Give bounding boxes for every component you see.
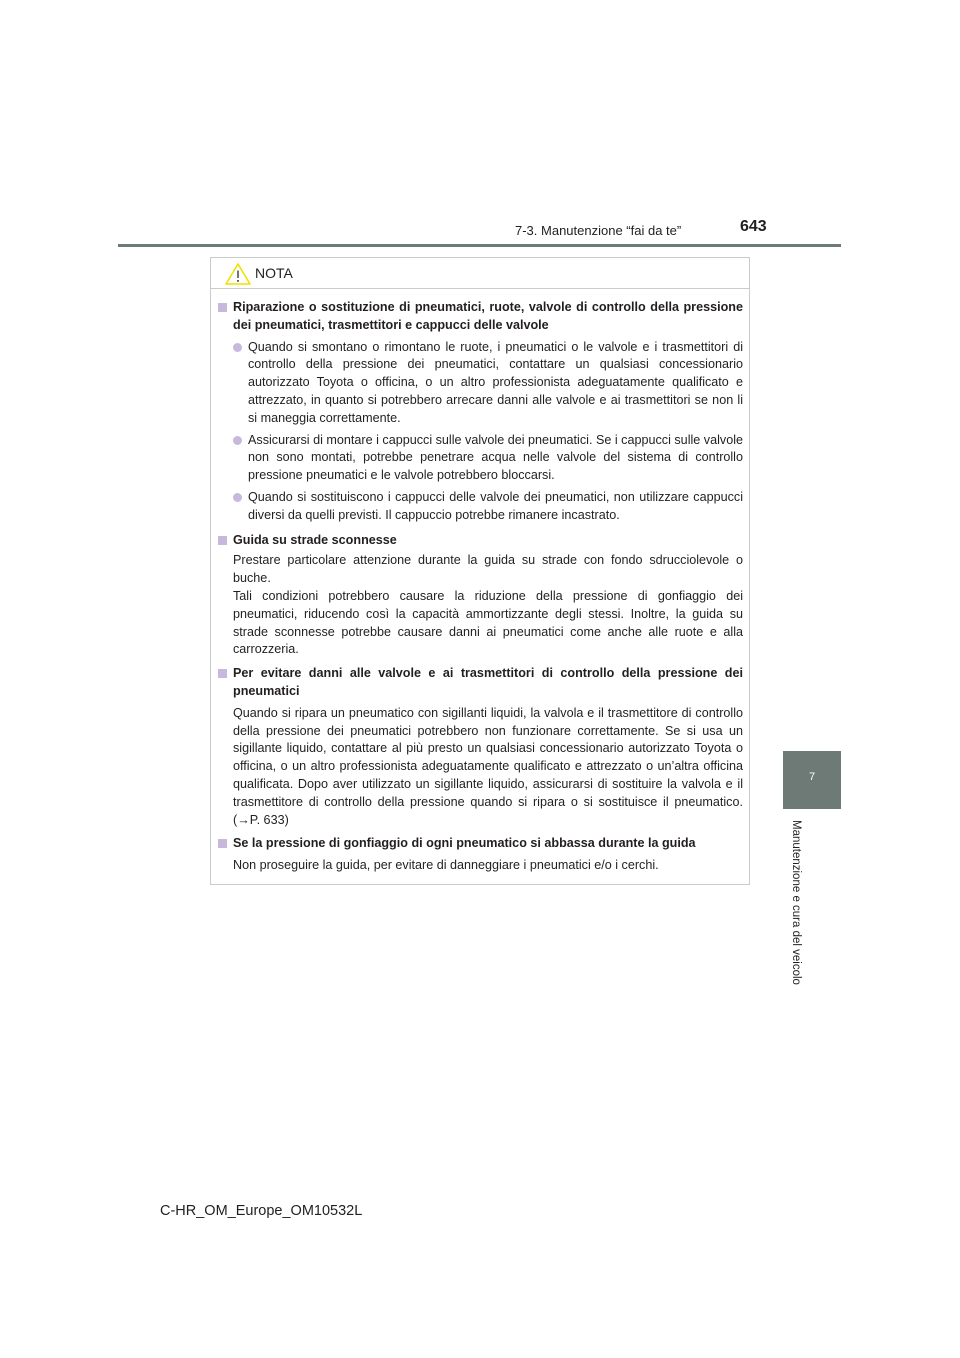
paragraph: Prestare particolare attenzione durante la guida su strade con fondo sdrucciolevole o buche. (233, 553, 743, 586)
paragraph: Tali condizioni potrebbero causare la riduzione della pressione di gonfiaggio dei pneumatici, riducendo così la capacità ammortizzante degli stessi. Inoltre, la guida su strade sconnesse potrebbe causare danni ai pneumatici come anche alle ruote e alla carrozzeria. (233, 588, 743, 657)
list-item-text: Quando si smontano o rimontano le ruote, i pneumatici o le valvole e i trasmettitori di controllo della pressione dei pneumatici, contattare un qualsiasi concessionario autorizzato Toyota o officina, o un altro professionista adeguatamente qualificato e attrezzato, in quanto si potrebbero arrecare danni alle valvole e ai trasmettitori se non li si maneggia correttamente. (248, 339, 743, 425)
note-box (210, 257, 750, 885)
square-bullet-icon (218, 669, 227, 678)
square-bullet-icon (218, 536, 227, 545)
section-title-row (217, 835, 743, 853)
list-item (217, 432, 743, 485)
list-item (217, 339, 743, 428)
list-item-text: Assicurarsi di montare i cappucci sulle valvole dei pneumatici. Se i cappucci sulle valvole non sono montati, potrebbe penetrare acqua nelle valvole del sistema di controllo pressione pneumatici e le valvole potrebbero bloccarsi. (248, 432, 743, 483)
square-bullet-icon (218, 839, 227, 848)
circle-bullet-icon (233, 436, 242, 445)
chapter-title: Manutenzione e cura del veicolo (790, 820, 802, 985)
square-bullet-icon (218, 303, 227, 312)
section-title: Per evitare danni alle valvole e ai trasmettitori di controllo della pressione dei pneumatici (233, 666, 743, 698)
note-header (211, 258, 749, 289)
list-item-text: Quando si sostituiscono i cappucci delle valvole dei pneumatici, non utilizzare cappucci diversi da quelli previsti. Il cappuccio potrebbe rimanere incastrato. (248, 489, 743, 522)
paragraph: Quando si ripara un pneumatico con sigillanti liquidi, la valvola e il trasmettitore di controllo della pressione dei pneumatici potrebbero non funzionare correttamente. Se si usa un sigillante liquido, contattare al più presto un qualsiasi concessionario autorizzato Toyota o officina, o un altro professionista adeguatamente qualificato e attrezzato o un’altra officina qualificata. Dopo aver utilizzato un sigillante liquido, assicurarsi di sostituire la valvola e il trasmettitore di controllo della pressione quando si ripara o si sostituisce il pneumatico. (→P. 633) (233, 705, 743, 827)
list-item (217, 489, 743, 525)
page-number: 643 (740, 218, 767, 235)
circle-bullet-icon (233, 343, 242, 352)
section-title-row (217, 665, 743, 701)
section-title: Riparazione o sostituzione di pneumatici, ruote, valvole di controllo della pressione dei pneumatici, trasmettitori e cappucci delle valvole (233, 300, 743, 332)
section-heading: 7-3. Manutenzione “fai da te” (515, 223, 682, 238)
document-code: C-HR_OM_Europe_OM10532L (160, 1203, 363, 1219)
section-title-row (217, 299, 743, 335)
warning-triangle-icon (225, 263, 251, 285)
chapter-tab (783, 751, 841, 809)
note-label: NOTA (255, 265, 293, 281)
section-title: Guida su strade sconnesse (233, 532, 397, 547)
header-rule (118, 244, 841, 247)
note-content (217, 299, 743, 878)
section-title-row (217, 532, 743, 550)
paragraph: Non proseguire la guida, per evitare di danneggiare i pneumatici e/o i cerchi. (233, 858, 659, 873)
circle-bullet-icon (233, 493, 242, 502)
chapter-number: 7 (808, 771, 816, 783)
section-title: Se la pressione di gonfiaggio di ogni pneumatico si abbassa durante la guida (233, 836, 696, 851)
